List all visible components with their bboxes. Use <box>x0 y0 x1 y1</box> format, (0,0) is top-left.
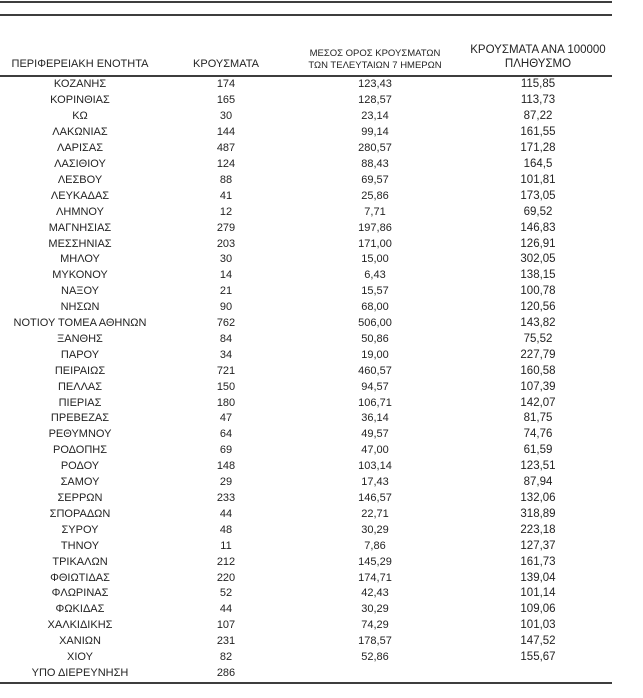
table-row <box>0 475 618 491</box>
avg7-cell: 23,14 <box>361 110 389 123</box>
avg7-cell: 106,71 <box>358 396 392 409</box>
per100k-cell: 143,82 <box>520 317 556 330</box>
cases-cell: 84 <box>219 332 233 345</box>
avg7-cell: 103,14 <box>358 460 392 473</box>
table-row <box>0 666 618 682</box>
avg7-cell: 94,57 <box>361 380 389 393</box>
per100k-cell: 139,04 <box>520 571 556 584</box>
avg7-cell: 15,57 <box>361 285 389 298</box>
cases-cell: 107 <box>216 619 236 632</box>
per100k-cell: 69,52 <box>523 205 553 218</box>
cases-cell: 286 <box>216 666 236 679</box>
table-row <box>0 141 618 157</box>
table-row <box>0 300 618 316</box>
avg7-cell: 128,57 <box>358 94 392 107</box>
per100k-cell: 171,28 <box>520 142 556 155</box>
region-cell: ΣΥΡΟΥ <box>61 523 99 536</box>
avg7-cell: 99,14 <box>361 126 389 139</box>
region-cell: ΣΕΡΡΩΝ <box>57 492 103 505</box>
cases-cell: 12 <box>219 205 233 218</box>
region-cell: ΧΑΝΙΩΝ <box>59 635 101 648</box>
avg7-cell: 146,57 <box>358 492 392 505</box>
region-cell: ΛΕΣΒΟΥ <box>57 173 103 186</box>
header-cases-label: ΚΡΟΥΣΜΑΤΑ <box>193 58 259 70</box>
top-rule-2 <box>0 14 612 16</box>
table-row <box>0 220 618 236</box>
header-cases-per-100000 <box>458 44 618 74</box>
cases-cell: 88 <box>219 173 233 186</box>
region-cell: ΦΛΩΡΙΝΑΣ <box>51 587 109 600</box>
per100k-cell: 126,91 <box>520 237 556 250</box>
header-regional-unit-label: ΠΕΡΙΦΕΡΕΙΑΚΗ ΕΝΟΤΗΤΑ <box>11 58 149 70</box>
header-cases <box>160 58 292 74</box>
cases-cell: 30 <box>219 253 233 266</box>
table-row <box>0 650 618 666</box>
region-cell: ΡΕΘΥΜΝΟΥ <box>48 428 112 441</box>
region-cell: ΦΘΙΩΤΙΔΑΣ <box>50 571 110 584</box>
per100k-cell: 87,94 <box>523 476 553 489</box>
table-row <box>0 427 618 443</box>
header-7day-average-line1: ΜΕΣΟΣ ΟΡΟΣ ΚΡΟΥΣΜΑΤΩΝ <box>309 48 441 59</box>
avg7-cell: 145,29 <box>358 555 392 568</box>
avg7-cell: 47,00 <box>361 444 389 457</box>
per100k-cell: 142,07 <box>520 396 556 409</box>
avg7-cell: 178,57 <box>358 635 392 648</box>
per100k-cell: 318,89 <box>520 507 556 520</box>
region-cell: ΛΗΜΝΟΥ <box>56 205 104 218</box>
table-row <box>0 284 618 300</box>
per100k-cell: 147,52 <box>520 635 556 648</box>
region-cell: ΤΗΝΟΥ <box>60 539 100 552</box>
per100k-cell: 302,05 <box>520 253 556 266</box>
per100k-cell: 81,75 <box>523 412 553 425</box>
table-row <box>0 522 618 538</box>
table-row <box>0 618 618 634</box>
region-cell: ΤΡΙΚΑΛΩΝ <box>52 555 108 568</box>
avg7-cell: 171,00 <box>358 237 392 250</box>
region-cell: ΣΑΜΟΥ <box>60 476 100 489</box>
table-row <box>0 379 618 395</box>
per100k-cell: 123,51 <box>520 460 556 473</box>
region-cell: ΚΟΡΙΝΘΙΑΣ <box>50 94 110 107</box>
avg7-cell: 174,71 <box>358 571 392 584</box>
avg7-cell: 30,29 <box>361 523 389 536</box>
region-cell: ΠΙΕΡΙΑΣ <box>58 396 102 409</box>
region-cell: ΜΕΣΣΗΝΙΑΣ <box>48 237 112 250</box>
table-row <box>0 109 618 125</box>
cases-cell: 231 <box>216 635 236 648</box>
per100k-cell: 160,58 <box>520 364 556 377</box>
per100k-cell: 74,76 <box>523 428 553 441</box>
cases-cell: 220 <box>216 571 236 584</box>
cases-cell: 64 <box>219 428 233 441</box>
cases-cell: 48 <box>219 523 233 536</box>
region-cell: ΜΑΓΝΗΣΙΑΣ <box>48 221 112 234</box>
avg7-cell: 50,86 <box>361 332 389 345</box>
avg7-cell: 19,00 <box>361 348 389 361</box>
top-rule-1 <box>0 1 612 3</box>
table-row <box>0 634 618 650</box>
cases-cell: 30 <box>219 110 233 123</box>
region-cell: ΠΡΕΒΕΖΑΣ <box>50 412 110 425</box>
avg7-cell: 197,86 <box>358 221 392 234</box>
table-row <box>0 570 618 586</box>
cases-cell: 212 <box>216 555 236 568</box>
cases-cell: 180 <box>216 396 236 409</box>
per100k-cell: 138,15 <box>520 269 556 282</box>
avg7-cell: 49,57 <box>361 428 389 441</box>
per100k-cell: 101,03 <box>520 619 556 632</box>
table-row <box>0 252 618 268</box>
region-cell: ΣΠΟΡΑΔΩΝ <box>49 507 111 520</box>
table-row <box>0 77 618 93</box>
cases-cell: 69 <box>219 444 233 457</box>
cases-cell: 203 <box>216 237 236 250</box>
cases-cell: 279 <box>216 221 236 234</box>
table-row <box>0 459 618 475</box>
table-body <box>0 77 618 681</box>
region-cell: ΧΑΛΚΙΔΙΚΗΣ <box>47 619 113 632</box>
cases-cell: 41 <box>219 189 233 202</box>
per100k-cell: 127,37 <box>520 539 556 552</box>
avg7-cell: 42,43 <box>361 587 389 600</box>
table-row <box>0 332 618 348</box>
per100k-cell: 120,56 <box>520 301 556 314</box>
table-row <box>0 268 618 284</box>
cases-cell: 82 <box>219 651 233 664</box>
per100k-cell: 146,83 <box>520 221 556 234</box>
region-cell: ΛΑΡΙΣΑΣ <box>56 142 103 155</box>
table-row <box>0 236 618 252</box>
cases-cell: 52 <box>219 587 233 600</box>
table-row <box>0 586 618 602</box>
region-cell: ΛΕΥΚΑΔΑΣ <box>50 189 110 202</box>
bottom-rule <box>0 682 612 684</box>
region-cell: ΠΑΡΟΥ <box>60 348 100 361</box>
avg7-cell: 506,00 <box>358 317 392 330</box>
region-cell: ΞΑΝΘΗΣ <box>57 332 103 345</box>
avg7-cell: 52,86 <box>361 651 389 664</box>
table-row <box>0 506 618 522</box>
per100k-cell: 101,14 <box>520 587 556 600</box>
avg7-cell: 88,43 <box>361 157 389 170</box>
table-row <box>0 188 618 204</box>
per100k-cell: 113,73 <box>520 94 556 107</box>
region-cell: ΛΑΣΙΘΙΟΥ <box>54 157 106 170</box>
cases-cell: 11 <box>220 539 232 552</box>
region-cell: ΥΠΟ ΔΙΕΡΕΥΝΗΣΗ <box>31 666 129 679</box>
table-header <box>0 40 618 74</box>
region-cell: ΝΗΣΩΝ <box>60 301 100 314</box>
cases-cell: 47 <box>219 412 233 425</box>
avg7-cell: 460,57 <box>358 364 392 377</box>
table-row <box>0 554 618 570</box>
per100k-cell: 87,22 <box>523 110 553 123</box>
cases-cell: 150 <box>216 380 236 393</box>
header-7day-average-line2: ΤΩΝ ΤΕΛΕΥΤΑΙΩΝ 7 ΗΜΕΡΩΝ <box>308 59 442 71</box>
table-row <box>0 93 618 109</box>
region-cell: ΝΟΤΙΟΥ ΤΟΜΕΑ ΑΘΗΝΩΝ <box>13 317 147 330</box>
table-row <box>0 172 618 188</box>
cases-cell: 44 <box>219 603 233 616</box>
region-cell: ΚΟΖΑΝΗΣ <box>53 78 107 91</box>
table-row <box>0 347 618 363</box>
per100k-cell: 61,59 <box>523 444 553 457</box>
cases-cell: 14 <box>219 269 233 282</box>
table-row <box>0 538 618 554</box>
per100k-cell: 227,79 <box>520 348 556 361</box>
cases-cell: 21 <box>219 285 233 298</box>
per100k-cell: 115,85 <box>520 78 556 91</box>
table-row <box>0 316 618 332</box>
avg7-cell: 36,14 <box>361 412 389 425</box>
per100k-cell: 107,39 <box>520 380 556 393</box>
per100k-cell: 75,52 <box>523 332 553 345</box>
cases-cell: 34 <box>219 348 233 361</box>
per100k-cell: 132,06 <box>520 492 556 505</box>
header-cases-per-100000-line2: ΠΛΗΘΥΣΜΟ <box>504 57 572 70</box>
cases-cell: 144 <box>216 126 236 139</box>
header-cases-per-100000-line1: ΚΡΟΥΣΜΑΤΑ ΑΝΑ 100000 <box>470 44 606 56</box>
avg7-cell: 7,71 <box>364 205 386 218</box>
per100k-cell: 173,05 <box>520 189 556 202</box>
per100k-cell: 155,67 <box>520 651 556 664</box>
table-row <box>0 125 618 141</box>
cases-cell: 90 <box>219 301 233 314</box>
region-cell: ΡΟΔΟΥ <box>60 460 100 473</box>
per100k-cell: 164,5 <box>523 157 553 170</box>
region-cell: ΜΗΛΟΥ <box>60 253 100 266</box>
per100k-cell: 161,73 <box>520 555 556 568</box>
avg7-cell: 30,29 <box>361 603 389 616</box>
table-row <box>0 602 618 618</box>
avg7-cell: 15,00 <box>361 253 389 266</box>
avg7-cell: 6,43 <box>364 269 386 282</box>
region-cell: ΦΩΚΙΔΑΣ <box>55 603 105 616</box>
avg7-cell: 22,71 <box>361 507 389 520</box>
avg7-cell: 280,57 <box>358 142 392 155</box>
region-cell: ΧΙΟΥ <box>67 651 93 664</box>
region-cell: ΚΩ <box>72 110 88 123</box>
avg7-cell: 7,86 <box>364 539 386 552</box>
cases-cell: 174 <box>216 78 236 91</box>
per100k-cell: 109,06 <box>520 603 556 616</box>
header-regional-unit <box>0 58 160 74</box>
cases-cell: 29 <box>219 476 233 489</box>
per100k-cell: 100,78 <box>520 285 556 298</box>
header-7day-average <box>292 48 458 74</box>
region-cell: ΛΑΚΩΝΙΑΣ <box>52 126 108 139</box>
table-row <box>0 411 618 427</box>
avg7-cell: 25,86 <box>361 189 389 202</box>
cases-cell: 165 <box>216 94 236 107</box>
region-cell: ΝΑΞΟΥ <box>61 285 99 298</box>
cases-cell: 124 <box>216 157 236 170</box>
region-cell: ΠΕΛΛΑΣ <box>57 380 103 393</box>
avg7-cell: 68,00 <box>361 301 389 314</box>
cases-cell: 148 <box>216 460 236 473</box>
per100k-cell: 223,18 <box>520 523 556 536</box>
table-row <box>0 157 618 173</box>
avg7-cell: 123,43 <box>358 78 392 91</box>
region-cell: ΜΥΚΟΝΟΥ <box>52 269 108 282</box>
avg7-cell: 69,57 <box>361 173 389 186</box>
table-row <box>0 395 618 411</box>
table-row <box>0 491 618 507</box>
cases-cell: 762 <box>216 317 236 330</box>
cases-cell: 233 <box>216 492 236 505</box>
per100k-cell: 161,55 <box>520 126 556 139</box>
cases-cell: 487 <box>216 142 236 155</box>
table-row <box>0 204 618 220</box>
avg7-cell: 74,29 <box>361 619 389 632</box>
region-cell: ΡΟΔΟΠΗΣ <box>52 444 108 457</box>
region-cell: ΠΕΙΡΑΙΩΣ <box>54 364 106 377</box>
per100k-cell: 101,81 <box>520 173 556 186</box>
table-row <box>0 443 618 459</box>
avg7-cell: 17,43 <box>361 476 389 489</box>
cases-cell: 44 <box>219 507 233 520</box>
cases-cell: 721 <box>216 364 236 377</box>
table-row <box>0 363 618 379</box>
